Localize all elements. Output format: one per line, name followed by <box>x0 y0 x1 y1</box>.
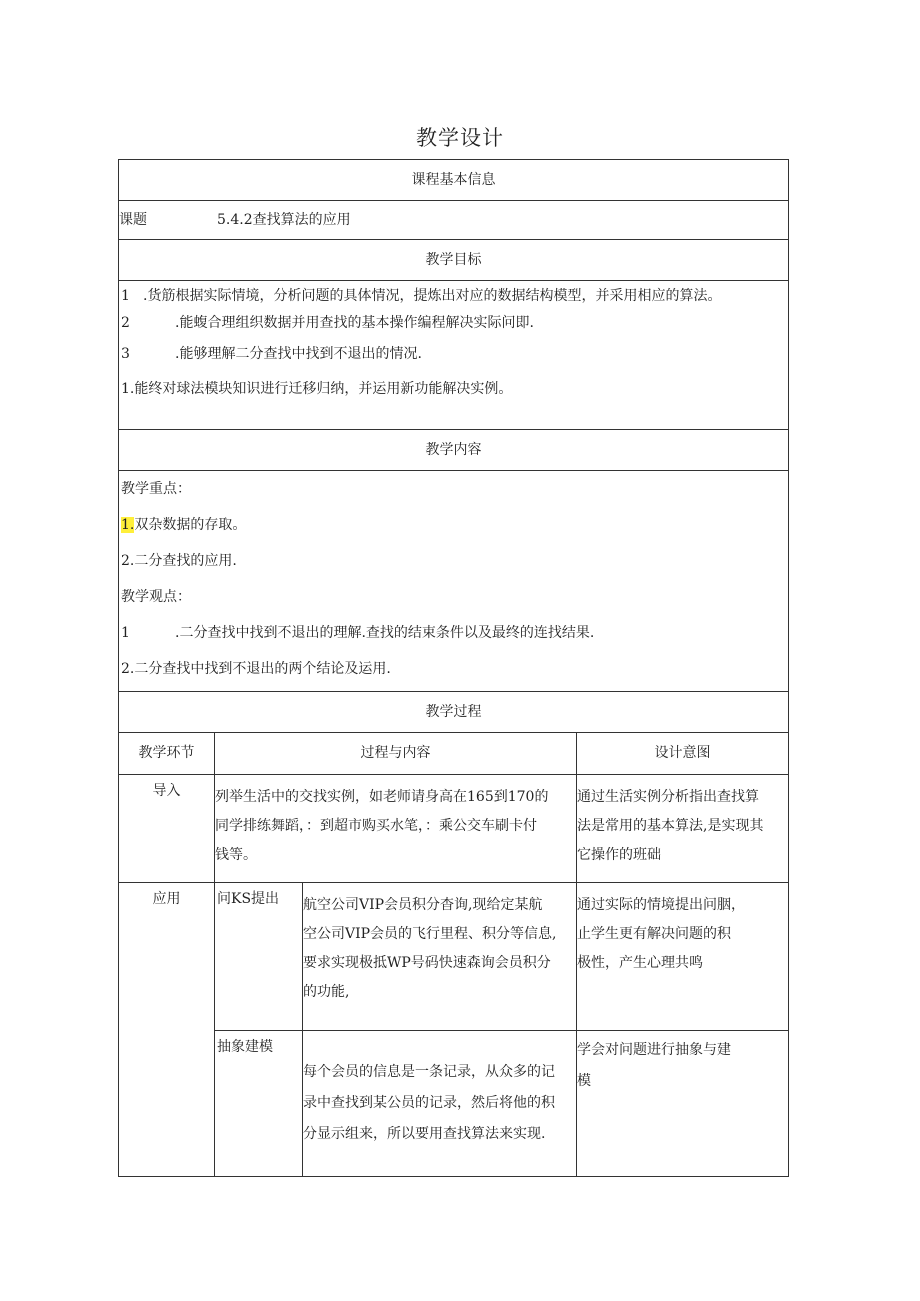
objective-text: .能够理解二分查找中找到不退出的情况. <box>175 346 422 362</box>
apply-sub1-label: 问KS提出 <box>217 891 280 907</box>
intro-content <box>215 775 577 883</box>
objective-item <box>121 283 788 310</box>
key-point-item <box>121 507 788 543</box>
key-point-number: 1. <box>121 517 135 533</box>
intro-intent-line: 它操作的班础 <box>577 847 661 863</box>
apply-sub1-content-line: 航空公司VIP会员积分杳询,现给定某航 <box>303 897 543 913</box>
apply-sub1-label-cell <box>215 883 303 1031</box>
apply-sub2-content <box>303 1031 577 1177</box>
objective-text: .能蝮合理组织数据并用查找的基本操作编程解决实际问即. <box>175 315 534 331</box>
apply-sub1-content <box>303 883 577 1031</box>
stage-apply-label: 应用 <box>152 891 181 907</box>
objective-text: 1.能终对球法模块知识进行迁移归纳，并运用新功能解决实例。 <box>121 381 513 397</box>
stage-apply <box>119 883 215 1177</box>
objective-item <box>121 341 788 368</box>
intro-intent <box>577 775 789 883</box>
key-point-text: 双杂数据的存取。 <box>134 517 247 533</box>
basic-info-header: 课程基本信息 <box>119 160 789 201</box>
viewpoint-item <box>121 651 788 687</box>
intro-intent-line: 通过生活实例分析指出查找算 <box>577 789 759 805</box>
apply-sub2-content-line: 每个会员的信息是一条记录，从众多的记 <box>303 1064 555 1080</box>
apply-sub1-intent-line: 止学生更有解决问题的积 <box>577 926 731 942</box>
topic-row <box>119 201 789 240</box>
apply-sub2-content-line: 分显示组来，所以要用查找算法来实现. <box>303 1126 546 1142</box>
apply-sub1-content-line: 要求实现极抵WP号码快速森询会员积分 <box>303 955 551 971</box>
key-points-label: 教学重点： <box>121 481 191 497</box>
objective-text: .货筋根据实际情境，分析问题的具体情况，提炼出对应的数据结构模型，并采用相应的算法。 <box>143 288 722 304</box>
apply-sub2-intent-line: 学会对问题进行抽象与建 <box>577 1042 731 1058</box>
key-point-text: 2.二分查找的应用. <box>121 553 237 569</box>
lesson-plan-table <box>118 159 789 1177</box>
apply-sub2-intent-line: 模 <box>577 1073 591 1089</box>
col-header-content: 过程与内容 <box>215 733 577 775</box>
intro-intent-line: 法是常用的基本算法,是实现其 <box>577 818 764 834</box>
apply-sub1-content-line: 的功能, <box>303 984 350 1000</box>
viewpoint-text: 2.二分查找中找到不退出的两个结论及运用. <box>121 661 391 677</box>
viewpoint-item <box>121 615 788 651</box>
col-header-stage: 教学环节 <box>119 733 215 775</box>
stage-intro-label: 导入 <box>152 783 181 799</box>
apply-sub1-intent <box>577 883 789 1031</box>
col-header-intent: 设计意图 <box>577 733 789 775</box>
page-title: 教学设计 <box>416 126 504 150</box>
apply-sub1-content-line: 空公司VIP会员的飞行里程、积分等信息, <box>303 926 557 942</box>
objectives-header: 教学目标 <box>119 240 789 281</box>
objective-number: 1 <box>121 288 130 304</box>
objective-item <box>121 310 788 337</box>
objective-number: 2 <box>121 315 130 331</box>
objective-number: 3 <box>121 346 130 362</box>
objectives-cell <box>119 281 789 430</box>
apply-sub2-intent <box>577 1031 789 1177</box>
intro-content-line: 同学排练舞蹈，：到超市购买水笔，：乘公交车刷卡付 <box>215 818 537 834</box>
key-point-item <box>121 543 788 579</box>
stage-intro <box>119 775 215 883</box>
apply-sub2-label-cell <box>215 1031 303 1177</box>
content-cell <box>119 471 789 692</box>
process-header: 教学过程 <box>119 692 789 733</box>
viewpoints-label: 教学观点： <box>121 589 191 605</box>
apply-sub2-content-line: 录中查找到某公员的记录，然后将他的积 <box>303 1095 555 1111</box>
apply-sub1-intent-line: 极性，产生心理共鸣 <box>577 955 703 971</box>
intro-content-line: 列举生活中的交找实例，如老师请身高在165到170的 <box>215 789 549 805</box>
topic-label: 课题 <box>119 211 147 228</box>
objective-item <box>121 376 788 403</box>
apply-sub2-label: 抽象建模 <box>217 1039 273 1055</box>
apply-sub1-intent-line: 通过实际的情境提出问胭， <box>577 897 745 913</box>
intro-content-line: 钱等。 <box>215 847 257 863</box>
viewpoint-text: .二分查找中找到不退出的理解.查找的结束条件以及最终的连找结果. <box>175 625 595 641</box>
viewpoint-number: 1 <box>121 625 130 641</box>
content-header: 教学内容 <box>119 430 789 471</box>
topic-value: 5.4.2查找算法的应用 <box>217 211 351 228</box>
